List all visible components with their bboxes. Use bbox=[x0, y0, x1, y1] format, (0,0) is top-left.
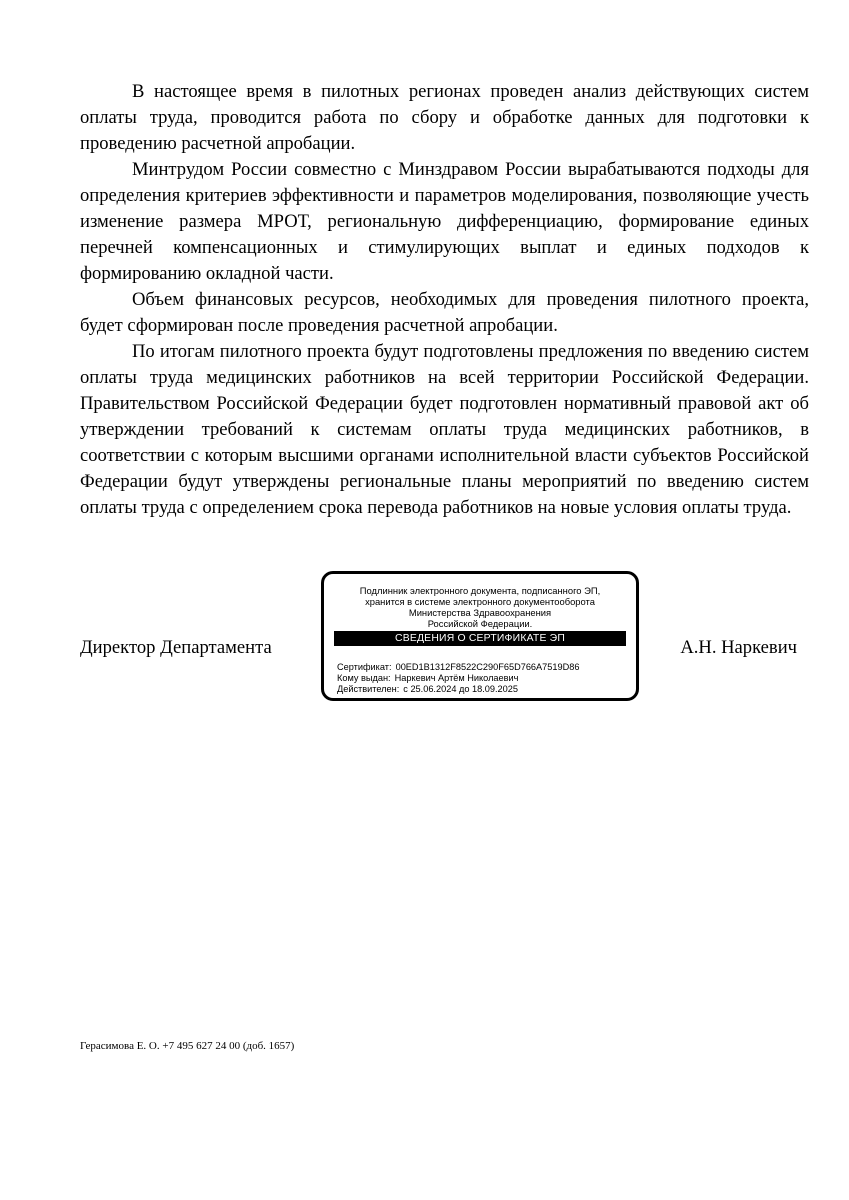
validity-value: с 25.06.2024 до 18.09.2025 bbox=[403, 684, 518, 694]
stamp-caption-line: Министерства Здравоохранения bbox=[408, 607, 552, 618]
stamp-caption bbox=[324, 585, 636, 629]
signature-block bbox=[80, 571, 809, 711]
stamp-certificate-details bbox=[337, 662, 579, 695]
signer-name: А.Н. Наркевич bbox=[680, 637, 797, 658]
stamp-caption-line: хранится в системе электронного документооборота bbox=[365, 596, 595, 607]
certificate-value: 00ED1B1312F8522C290F65D766A7519D86 bbox=[395, 662, 580, 672]
certificate-label: Сертификат: bbox=[337, 662, 392, 672]
stamp-certificate-header: СВЕДЕНИЯ О СЕРТИФИКАТЕ ЭП bbox=[334, 631, 626, 646]
stamp-caption-line: Российской Федерации. bbox=[427, 618, 533, 629]
letter-body bbox=[80, 79, 809, 521]
signer-position: Директор Департамента bbox=[80, 637, 272, 658]
issued-to-value: Наркевич Артём Николаевич bbox=[394, 673, 519, 683]
electronic-signature-stamp bbox=[321, 571, 639, 701]
paragraph: Объем финансовых ресурсов, необходимых для проведения пилотного проекта, будет сформирован после проведения расчетной апробации. bbox=[80, 289, 809, 336]
paragraph: В настоящее время в пилотных регионах проведен анализ действующих систем оплаты труда, проводится работа по сбору и обработке данных для подготовки к проведению расчетной апробации. bbox=[80, 81, 809, 154]
paragraph: По итогам пилотного проекта будут подготовлены предложения по введению систем оплаты труда медицинских работников на всей территории Российской Федерации. Правительством Российской Федерации будет подготовлен нормативный правовой акт об утверждении требований к системам оплаты труда медицинских работников, в соответствии с которым высшими органами исполнительной власти субъектов Российской Федерации будут утверждены региональные планы мероприятий по введению систем оплаты труда с определением срока перевода работников на новые условия оплаты труда. bbox=[80, 341, 809, 518]
paragraph: Минтрудом России совместно с Минздравом России вырабатываются подходы для определения критериев эффективности и параметров моделирования, позволяющие учесть изменение размера МРОТ, региональную дифференциацию, формирование единых перечней компенсационных и стимулирующих выплат и единых подходов к формированию окладной части. bbox=[80, 159, 809, 284]
certificate-row bbox=[337, 662, 579, 673]
issued-to-row bbox=[337, 673, 579, 684]
validity-label: Действителен: bbox=[337, 684, 400, 694]
stamp-caption-line: Подлинник электронного документа, подписанного ЭП, bbox=[359, 585, 601, 596]
issued-to-label: Кому выдан: bbox=[337, 673, 391, 683]
validity-row bbox=[337, 684, 579, 695]
executor-contact: Герасимова Е. О. +7 495 627 24 00 (доб. 1657) bbox=[80, 1040, 295, 1052]
